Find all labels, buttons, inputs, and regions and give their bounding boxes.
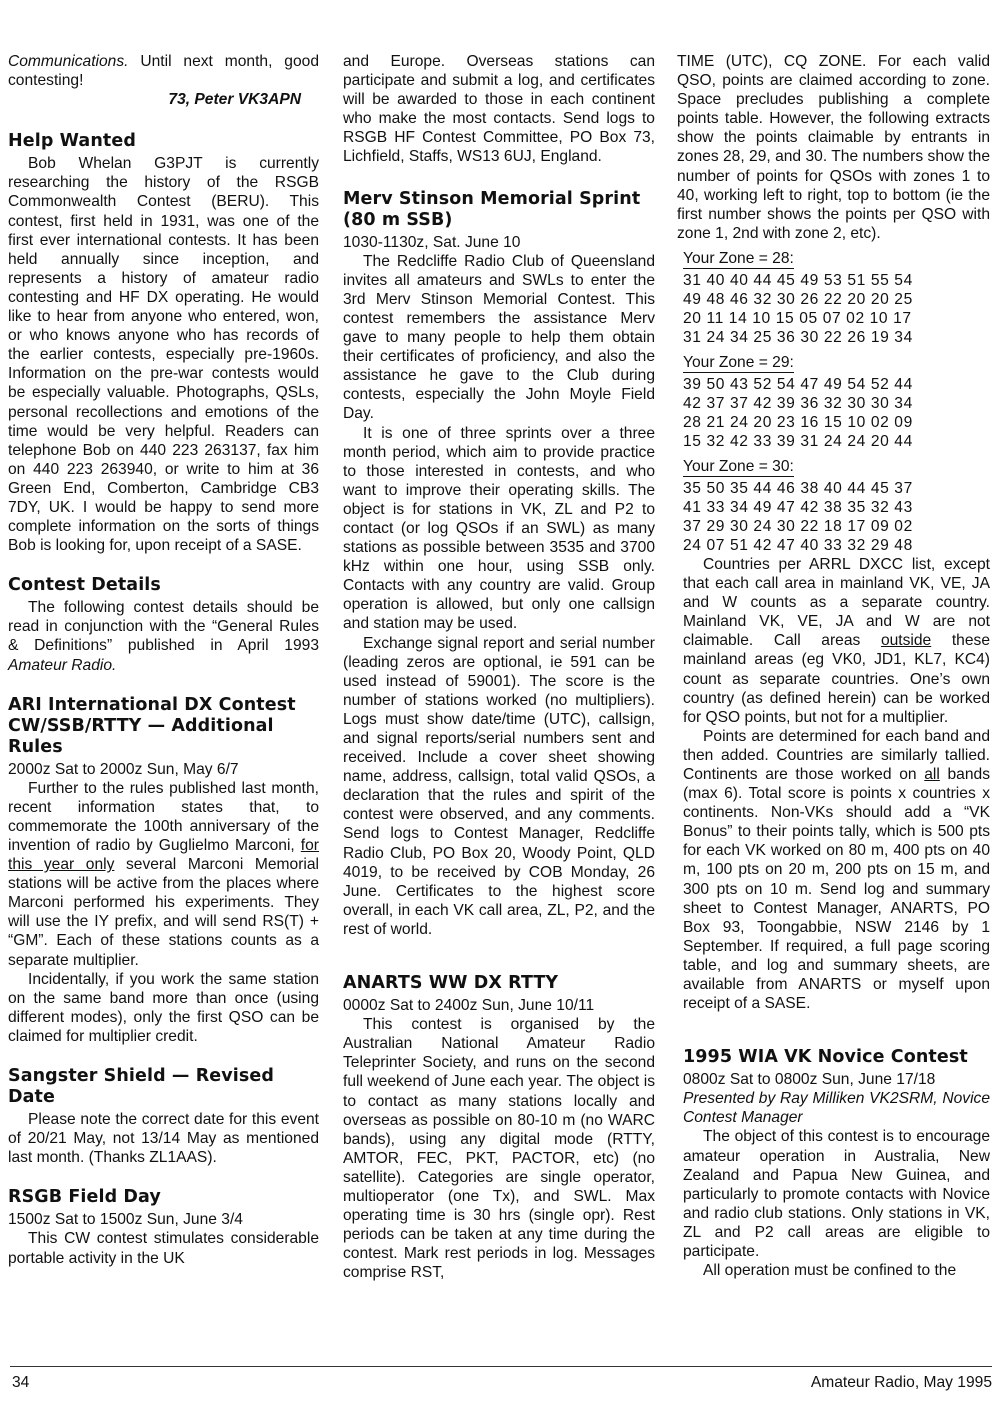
column-3 (677, 52, 990, 1280)
zone-row: 24 07 51 42 47 40 33 32 29 48 (683, 536, 913, 554)
novice-paragraph-1: The object of this contest is to encourage amateur operation in Australia, New Zealand and Papua New Guinea, and particularly to promote contacts with Novice and radio club stations. Only stations in VK, ZL and P2 call areas are eligible to participate. (683, 1128, 990, 1261)
merv-paragraph-3: Exchange signal report and serial number (leading zeros are optional, ie 591 can be used instead of 59001). The score is the number of stations worked (no multipliers). Logs must show date/time (UTC), callsign, and signal reports/serial numbers sent and received. Include a cover sheet showing name, address, callsign, total valid QSOs, a declaration that the rules and spirit of the contest were observed, and any comments. Send logs to Contest Manager, Redcliffe Radio Club, PO Box 20, Woody Point, QLD 4019, to be received by COB Monday, 26 June. Certificates to the highest score overall, in each VK call area, ZL, P2, and the rest of world. (343, 634, 655, 938)
heading-ari-contest: ARI International DX Contest CW/SSB/RTTY — Additional Rules (8, 694, 296, 757)
contest-details-text: The following contest details should be read in conjunction with the “General Rules & Definitions” published in April 1993 (8, 599, 319, 655)
countries-a: Countries per ARRL DXCC list, except that each call area in mainland VK, VE, JA and W counts as a separate country. Mainland VK, VE, JA and W are not claimable. Call areas (683, 555, 990, 650)
zone-table-30 (683, 457, 990, 555)
heading-anarts: ANARTS WW DX RTTY (343, 973, 559, 994)
zone-row: 35 50 35 44 46 38 40 44 45 37 (683, 479, 913, 497)
heading-sangster-shield: Sangster Shield — Revised Date (8, 1066, 274, 1108)
ari-p1-b: several Marconi Memorial stations will be active from the places where Marconi performed his experiments. They will use the IY prefix, and will send RS(T) + “GM”. Each of these stations counts as a separate multiplier. (8, 856, 319, 969)
novice-dates: 0800z Sat to 0800z Sun, June 17/18 (683, 1071, 936, 1089)
heading-merv-stinson: Merv Stinson Memorial Sprint (80 m SSB) (343, 188, 641, 230)
novice-presented-by: Presented by Ray Milliken VK2SRM, Novice Contest Manager (683, 1090, 990, 1127)
zone-row: 39 50 43 52 54 47 49 54 52 44 (683, 375, 913, 393)
zone-row: 31 24 34 25 36 30 22 26 19 34 (683, 328, 913, 346)
column-2 (343, 52, 655, 1282)
points-b: bands (max 6). Total score is points x countries x continents. Non-VKs should add a “VK Bonus” to their points tally, which is 500 pts for each VK worked on 80 m, 400 pts on 40 m, 100 pts on 20 m, 200 pts on 15 m, and 300 pts on 10 m. Send log and summary sheet to Contest Manager, ANARTS, PO Box 93, Toongabbie, NSW 2146 by 1 September. If required, a full page scoring table, and log and summary sheets, are available from ANARTS or myself upon receipt of a SASE. (683, 765, 990, 1013)
magazine-issue: Amateur Radio, May 1995 (810, 1374, 992, 1391)
sangster-body: Please note the correct date for this event of 20/21 May, not 13/14 May as mentioned last month. (Thanks ZL1AAS). (8, 1111, 319, 1167)
heading-rsgb-field-day: RSGB Field Day (8, 1187, 161, 1208)
heading-novice-contest: 1995 WIA VK Novice Contest (683, 1047, 968, 1068)
zone-table-29 (683, 353, 990, 451)
zone-row: 20 11 14 10 15 05 07 02 10 17 (683, 309, 912, 327)
ari-paragraph-1 (8, 779, 319, 970)
contest-details-italic: Amateur Radio. (8, 656, 117, 674)
help-wanted-body: Bob Whelan G3PJT is currently researching the history of the RSGB Commonwealth Contest (BERU). This contest, first held in 1931, was one of the first ever international contests. It has been held annually since inception, and represents a history of amateur radio contesting and HF DX operating. He would like to hear from anyone who entered, won, or who knows anyone who has records of the earlier contests, especially pre-1960s. Information on the pre-war contests would be especially valuable. Photographs, QSLs, personal recollections and emotions of the time would be very helpful. Readers can telephone Bob on 440 223 263137, fax him on 440 223 263940, or write to him at 36 Green End, Comberton, Cambridge CB3 7DY, UK. I would be happy to send more complete information on the sorts of things Bob is looking for, upon receipt of a SASE. (8, 155, 319, 555)
rsgb-dates: 1500z Sat to 1500z Sun, June 3/4 (8, 1211, 243, 1229)
countries-b: these mainland areas (eg VK0, JD1, KL7, KC4) count as separate countries. One’s own country (as defined herein) can be worked for QSO points, but not for a multiplier. (683, 632, 990, 726)
heading-help-wanted: Help Wanted (8, 131, 136, 152)
zone-row: 31 40 40 44 45 49 53 51 55 54 (683, 271, 913, 289)
rsgb-body: This CW contest stimulates considerable portable activity in the UK (8, 1230, 319, 1267)
zone-title: Your Zone = 28: (683, 249, 794, 267)
zone-title: Your Zone = 29: (683, 353, 794, 371)
points-underline: all (924, 765, 940, 783)
merv-paragraph-1: The Redcliffe Radio Club of Queensland invites all amateurs and SWLs to enter the 3rd Merv Stinson Memorial Contest. This contest remembers the assistance Merv gave to many people to help them obtain their certificates of proficiency, and also the assistance he gave to the Club during contests, especially the John Moyle Field Day. (343, 252, 655, 423)
zone-row: 15 32 42 33 39 31 24 24 20 44 (683, 432, 913, 450)
ari-p1-underline: for this year only (8, 837, 319, 874)
novice-paragraph-2: All operation must be confined to the (703, 1262, 957, 1280)
intro-plain: Until next month, good contesting! (8, 53, 319, 90)
merv-dates: 1030-1130z, Sat. June 10 (343, 233, 521, 251)
countries-paragraph (683, 555, 990, 727)
intro-text (8, 52, 319, 90)
contest-details-body (8, 598, 319, 674)
countries-underline: outside (880, 632, 932, 650)
ari-p1-a: Further to the rules published last month, recent information states that, to commemorate the 100th anniversary of the invention of radio by Guglielmo Marconi, (8, 779, 319, 854)
anarts-dates: 0000z Sat to 2400z Sun, June 10/11 (343, 997, 595, 1015)
page-number: 34 (12, 1374, 30, 1391)
anarts-body: This contest is organised by the Australian National Amateur Radio Teleprinter Society, and runs on the second full weekend of June each year. The object is to contact as many stations locally and overseas as possible on 80-10 m (no WARC bands), using any digital mode (RTTY, AMTOR, FEC, PKT, PACTOR, etc) (no satellite). Categories are single operator, multioperator (one Tx), and SWL. Max operating time is 30 hrs (single opr). Rest periods can be taken at any time during the contest. Mark rest periods in log. Messages comprise RST, (343, 1016, 655, 1282)
zone-row: 41 33 34 49 47 42 38 35 32 43 (683, 498, 913, 516)
zone-table-28 (683, 249, 990, 347)
column-1 (8, 52, 319, 1268)
ari-paragraph-2: Incidentally, if you work the same station on the same band more than once (using different modes), only the first QSO can be claimed for multiplier credit. (8, 970, 319, 1045)
zone-row: 42 37 37 42 39 36 32 30 30 34 (683, 394, 913, 412)
rsgb-continued: and Europe. Overseas stations can participate and submit a log, and certificates will be awarded to those in each continent who make the most contacts. Send logs to RSGB HF Contest Committee, PO Box 73, Lichfield, Staffs, WS13 6UJ, England. (343, 53, 655, 166)
intro-italic: Communications. (8, 53, 129, 70)
zone-row: 37 29 30 24 30 22 18 17 09 02 (683, 517, 913, 535)
zone-row: 49 48 46 32 30 26 22 20 20 25 (683, 290, 913, 308)
signature: 73, Peter VK3APN (168, 91, 301, 109)
ari-dates: 2000z Sat to 2000z Sun, May 6/7 (8, 760, 239, 778)
points-paragraph (683, 727, 990, 1013)
points-a: Points are determined for each band and then added. Countries are similarly tallied. Continents are those worked on (683, 727, 990, 783)
footer-rule (10, 1366, 992, 1367)
merv-paragraph-2: It is one of three sprints over a three month period, which aim to provide practice to those interested in contests, and who want to improve their operating skills. The object is for stations in VK, ZL and P2 to contact (or log QSOs if an SWL) as many stations as possible between 3535 and 3700 kHz within one hour, using SSB only. Contacts with any country are valid. Group operation is allowed, but only one callsign and station may be used. (343, 424, 655, 633)
zone-row: 28 21 24 20 23 16 15 10 02 09 (683, 413, 913, 431)
zone-title: Your Zone = 30: (683, 457, 794, 475)
heading-contest-details: Contest Details (8, 575, 161, 596)
anarts-continued: TIME (UTC), CQ ZONE. For each valid QSO, points are claimed according to zone. Space precludes publishing a complete points table. However, the following extracts show the points claimable by entrants in zones 28, 29, and 30. The numbers show the number of points for QSOs with zones 1 to 40, working left to right, top to bottom (ie the first number shows the points per QSO with zone 1, 2nd with zone 2, etc). (677, 53, 990, 242)
